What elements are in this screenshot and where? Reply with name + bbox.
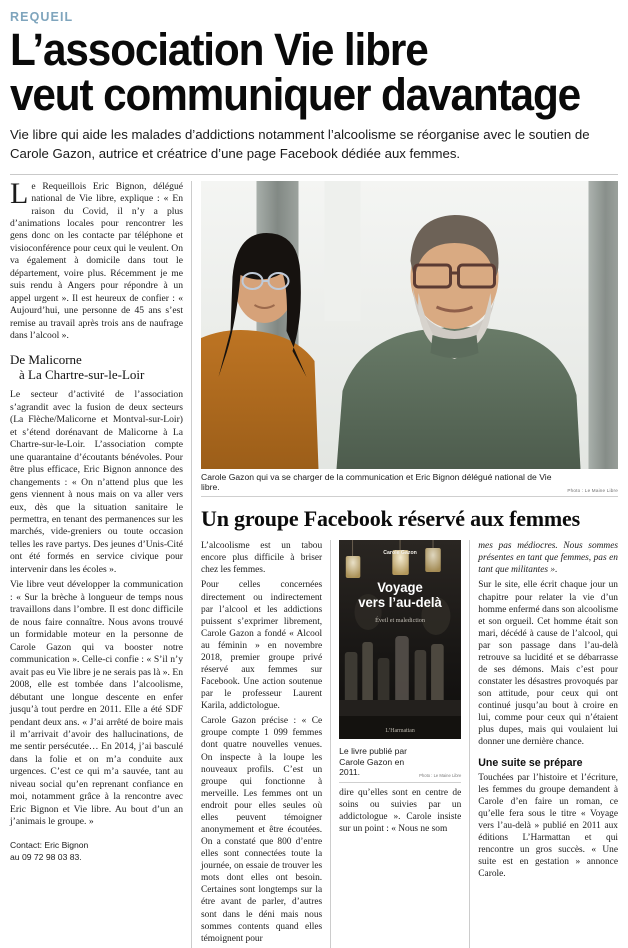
sec-col3-p1: mes pas médiocres. Nous sommes présentes en tant que femmes, pas en tant que militantes ». [478, 541, 618, 576]
paragraph-3-text: Vie libre veut développer la communication : [10, 579, 183, 603]
photo-illustration [201, 181, 618, 469]
paragraph-3 [10, 579, 183, 828]
article-body [0, 175, 628, 948]
sub-section-heading: Une suite se prépare [478, 756, 583, 769]
contact-block [10, 840, 183, 864]
page-title [10, 24, 582, 120]
book-title-line1: Voyage [377, 580, 423, 596]
sec-col2-tail [339, 787, 461, 835]
book-title-line2: vers l’au-delà [358, 595, 443, 611]
sec-col3-p2: Sur le site, elle écrit chaque jour un chapitre pour relater la vie d’un homme enfermé dans son alcoolisme et son orgueil. Cet homme était son mari, décédé à cause de l’alcool, qui par son passage dans l’au-delà retrouve sa lucidité et se débarrasse de ses démons. Mais c’est pour constater les désastres provoqués par son attitude, pour ceux qui ont continué jusqu’au bout à croire en lui, comme pour ceux qui n’étaient plus dupes, mais qui voulaient lui donner une dernière chance. [478, 580, 618, 748]
book-publisher-text: L’Harmattan [385, 728, 415, 735]
contact-name: Contact: Eric Bignon [10, 839, 89, 850]
book-subtitle-text: Éveil et malediction [375, 617, 426, 625]
paragraph-5-text: En 2008, elle est tombée dans l’alcoolisme, débutant une longue descente en enfer jusqu’à tout perdre en 2011. Elle a été SDF pendant deux ans. [10, 666, 183, 728]
paragraph-2 [10, 389, 183, 576]
sec-col1-p2: Pour celles concernées directement ou indirectement par l’alcool et les addictions puissent s’exprimer librement, Carole Gazon a fondé « Alcool au féminin » en novembre 2018, premier groupe privé réservé aux femmes sur Facebook. Une action soutenue par le professeur Laurent Karila, addictologue. [201, 580, 323, 712]
subhead-line-2: à La Chartre-sur-le-Loir [19, 366, 145, 382]
sec-col1-p3-text: Carole Gazon précise : [201, 716, 302, 727]
main-photo [201, 181, 618, 469]
book-caption-row [339, 743, 461, 782]
photo-credit: Photo : Le Maine Libre [567, 488, 618, 494]
paragraph-3-quote: « Sur la brèche à longueur de temps nous travaillons dans l’ombre. Il est donc difficile de nous faire connaître. Nous avons trouvé un formidable moteur en la personne de Carole Gazon qui va booster notre communication ». [10, 591, 183, 666]
photo-caption-row [201, 469, 618, 497]
section-subhead [10, 352, 183, 383]
book-credit: Photo : Le Maine Libre [419, 772, 462, 778]
sec-col2-tail-quote: « Nous ne som [391, 823, 448, 834]
sec-col3-p3-end: annonce Carole. [478, 857, 618, 880]
paragraph-2-quote: « On n’attend plus que les gens viennent à nous mais on va aller vers eux, dès que la situation sanitaire le permettra, en tenant des permanences sur les marchés, vide-greniers ou toute occasion telles les rave partys. Des jeunes d’Unis-Cité ont été formés en service civique pour intervenir dans les écoles ». [10, 476, 184, 575]
standfirst: Vie libre qui aide les malades d’addictions notamment l’alcoolisme se réorganise avec le soutien de Carole Gazon, autrice et créatrice d’une page Facebook dédiée aux femmes. [10, 127, 590, 161]
article-header [0, 0, 628, 164]
paragraph-4-text: Celle-ci confie : [79, 654, 147, 666]
sec-col2-tail-text: dire qu’elles sont en centre de soins ou suivies par un addictologue ». Carole insiste sur un point : [339, 787, 462, 834]
subhead-line-1: De Malicorne [10, 351, 82, 367]
book-cover [339, 540, 461, 739]
book-author-text: Carole Gazon [383, 550, 418, 557]
contact-phone: au 09 72 98 03 83. [10, 851, 82, 862]
sec-col1-p3 [201, 715, 322, 944]
headline-line-1: L’association Vie libre [10, 24, 428, 75]
paragraph-5-quote: « J’ai arrêté de boire mais il m’arrivait d’avoir des hallucinations, de me sentir persécutée… En 2014, j’ai basculé dans la folie et on m’a conduite aux urgences. C’est ce qui m’a sauvée, tant au niveau social qu’en reprenant confiance en moi, notamment grâce à la rencontre avec Eric Bignon et Vie libre. Au bout d’un an j’animais le groupe. » [10, 716, 184, 828]
headline-line-2: veut communiquer davantage [10, 68, 581, 120]
sec-col3-p3-quote: « Une suite est en gestation » [478, 845, 619, 868]
paragraph-2-text: Le secteur d’activité de l’association s’agrandit avec la fusion de deux secteurs (La Flèche/Malicorne et Montval-sur-Loir) et s’étend dorénavant de Malicorne à La Chartre-sur-le-Loir. L’association compte une quarantaine d’écoutants bénévoles. Pour être plus efficace, Eric Bignon annonce des changements : [10, 389, 183, 488]
book-caption: Le livre publié par Carole Gazon en 2011. [339, 746, 407, 778]
section-heading: Un groupe Facebook réservé aux femmes [201, 506, 580, 532]
sec-col1-p1: L’alcoolisme est un tabou encore plus difficile à briser chez les femmes. [201, 541, 323, 576]
section-column-2 [331, 540, 470, 948]
sec-col1-p3-quote: « Ce groupe compte 1 099 femmes dont quatre nouvelles venues. On inspecte à la loupe les nouveaux profils. C’est un groupe qui fonctionne à merveille. Les femmes ont un endroit pour elles seules où elles peuvent témoigner anonymement et être écoutées. On a constaté que 800 d’entre elles sont connectées toute la journée, on essaie de trouver les mots dont elles ont besoin. Certaines sont longtemps sur la étre avant de parler, d’autres sont dans le déni mais nous sommes contents quand elles témoignent pour [201, 716, 323, 944]
photo-caption: Carole Gazon qui va se charger de la communication et Eric Bignon délégué national de Vie libre. [201, 471, 552, 493]
sec-col3-p3 [478, 772, 618, 881]
section-columns [201, 540, 618, 948]
lead-paragraph: Le Requeillois Eric Bignon, délégué national de Vie libre, explique : « En raison du Covid, il n’y a plus d’animations locales pour rencontrer les gens donc on les contacte par téléphone et visioconférence pour ceux qui le veulent. On va également à domicile dans tout le département, voire plus. Récemment je me suis rendu à Angers pour répondre à un appel urgent ». Il est heureux de confier : « Aujourd’hui, une personne de 45 ans s’est remise au travail après trois ans de naufrage dans l’alcool ». [10, 176, 183, 342]
section-column-1 [201, 540, 331, 948]
paragraph-4-quote: « S’il n’y avait pas eu Vie libre je ne serais pas là ». [10, 654, 183, 678]
book-cover-image [339, 540, 461, 739]
location-kicker: REQUEIL [10, 10, 74, 24]
book-cover-illustration [339, 540, 461, 739]
sec-col3-p3-text: Touchées par l’histoire et l’écriture, les femmes du groupe demandent à Carole d’en faire un roman, ce qu’elle fera sous le titre « Voyage vers l’au-delà » publié en 2011 aux éditions L’Harmattan et qui rencontre un gros succès. [478, 772, 618, 856]
section-column-3 [470, 540, 618, 948]
